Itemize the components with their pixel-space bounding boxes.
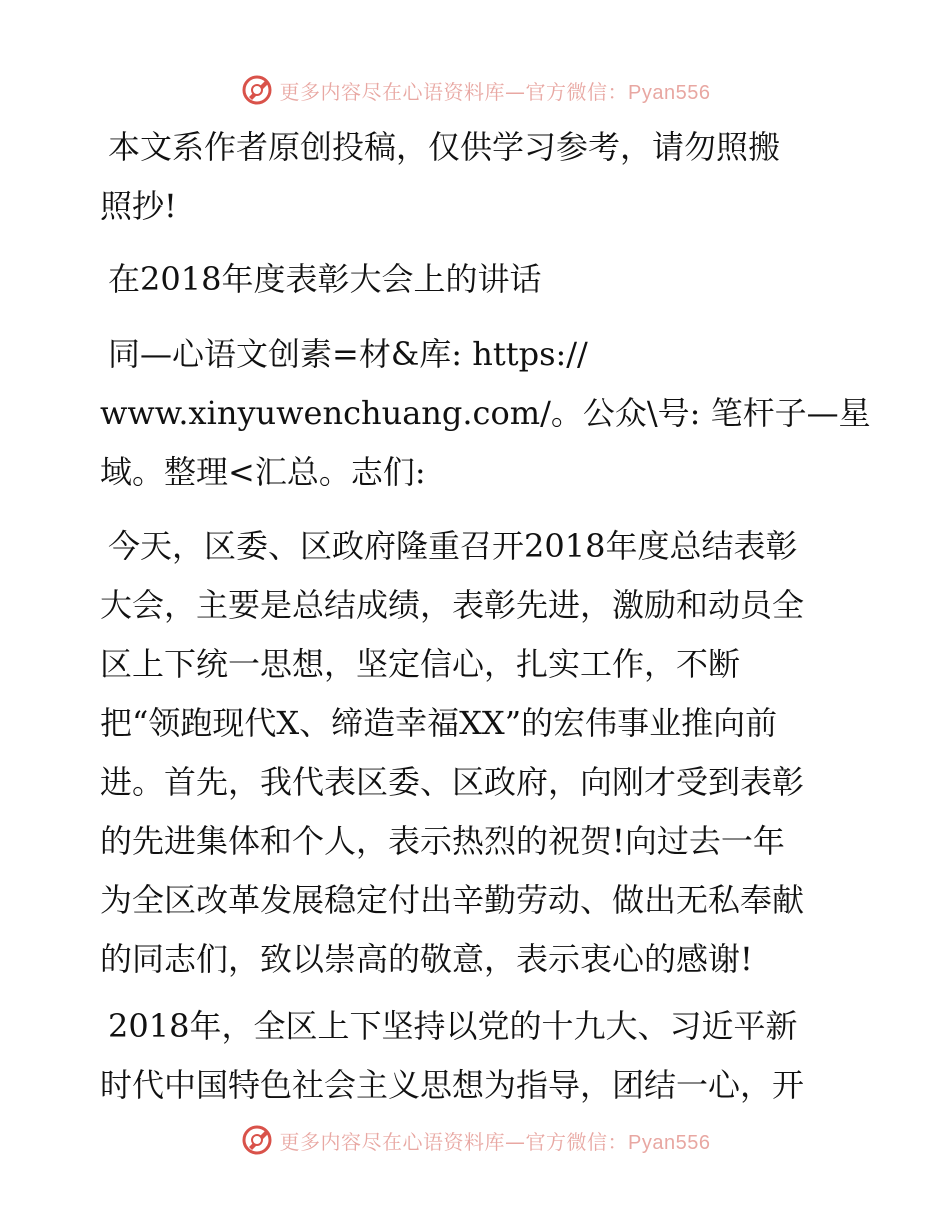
watermark-text: 更多内容尽在心语资料库—官方微信：Pyan556 [279, 79, 711, 104]
paragraph-line: 2018年，全区上下坚持以党的十九大、习近平新 [108, 1007, 798, 1045]
source-paragraph [100, 325, 871, 502]
source-line: 同—心语文创素=材&库: https:// [108, 335, 588, 373]
paragraph-line: 进。首先，我代表区委、区政府，向刚才受到表彰 [100, 763, 805, 801]
paragraph-line: 把“领跑现代X、缔造幸福XX”的宏伟事业推向前 [100, 704, 778, 742]
paragraph-line: 的同志们，致以崇高的敬意，表示衷心的感谢! [100, 940, 753, 978]
paragraph-line: 的先进集体和个人，表示热烈的祝贺!向过去一年 [100, 822, 785, 860]
paragraph-line: 今天，区委、区政府隆重召开2018年度总结表彰 [108, 527, 798, 565]
watermark-text: 更多内容尽在心语资料库—官方微信：Pyan556 [279, 1129, 711, 1154]
brush-seal-logo-icon [240, 1123, 274, 1157]
paragraph-line: 区上下统一思想，坚定信心，扎实工作，不断 [100, 645, 741, 683]
paragraph-line: 大会，主要是总结成绩，表彰先进，激励和动员全 [100, 586, 805, 624]
body-paragraph-1 [100, 517, 868, 989]
paragraph-line: 为全区改革发展稳定付出辛勤劳动、做出无私奉献 [100, 881, 805, 919]
source-line: 域。整理<汇总。志们: [100, 453, 426, 491]
notice-line: 照抄! [100, 187, 177, 225]
watermark-footer [0, 1120, 950, 1160]
body-paragraph-2 [100, 997, 868, 1115]
document-title: 在2018年度表彰大会上的讲话 [108, 260, 542, 298]
notice-line: 本文系作者原创投稿，仅供学习参考，请勿照搬 [108, 128, 781, 166]
paragraph-line: 时代中国特色社会主义思想为指导，团结一心，开 [100, 1066, 805, 1104]
notice-paragraph [100, 118, 868, 236]
source-line: www.xinyuwenchuang.com/。公众\号: 笔杆子—星 [100, 394, 871, 432]
